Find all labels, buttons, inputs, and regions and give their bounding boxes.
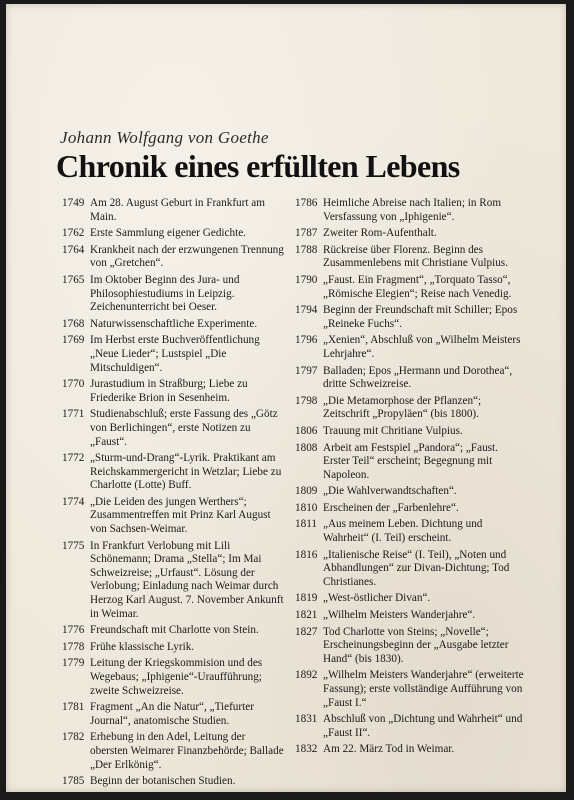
entry-text: „Die Wahlverwandtschaften“. [323,485,457,498]
entry-text: Freundschaft mit Charlotte von Stein. [90,624,259,637]
entry-year: 1797 [295,364,318,377]
chronicle-entry [295,549,527,590]
entry-text: Trauung mit Chritiane Vulpius. [323,424,463,437]
entry-text: Im Herbst erste Buchveröffentlichung „Neue Lieder“; Lustspiel „Die Mitschuldigen“. [90,334,260,374]
chronicle-entry [62,452,284,493]
chronicle-entry [295,592,527,606]
entry-year: 1782 [62,731,85,744]
chronicle-entry [295,244,527,271]
entry-text: Frühe klassische Lyrik. [90,640,195,653]
entry-year: 1827 [295,625,318,638]
entry-year: 1788 [295,243,318,256]
entry-text: Heimliche Abreise nach Italien; in Rom Versfassung von „Iphigenie“. [323,197,502,223]
entry-text: „Die Leiden des jungen Werthers“; Zusammentreffen mit Prinz Karl August von Sachsen-Weimar. [90,495,271,536]
chronicle-entry [295,274,527,301]
entry-year: 1821 [295,609,318,622]
entry-year: 1764 [62,243,85,256]
entry-text: Erscheinen der „Farbenlehre“. [323,501,459,514]
entry-text: „Faust. Ein Fragment“, „Torquato Tasso“, „Römische Elegien“; Reise nach Venedig. [323,273,512,300]
entry-year: 1794 [295,304,318,317]
chronicle-entry [295,425,527,439]
chronicle-entry [62,624,284,638]
entry-year: 1771 [62,408,85,421]
chronicle-entry [295,227,527,241]
entry-year: 1892 [295,669,318,682]
chronicle-entry [62,227,284,241]
entry-year: 1785 [62,775,85,788]
entry-year: 1798 [295,394,318,407]
chronicle-entry [295,669,527,710]
entry-year: 1810 [295,501,318,514]
entry-year: 1831 [295,713,318,726]
entry-text: Zweiter Rom-Aufenthalt. [323,227,437,240]
entry-year: 1749 [62,197,85,209]
chronicle-entry [62,641,284,655]
entry-text: Naturwissenschaftliche Experimente. [90,317,258,330]
chronicle-entry [62,197,284,224]
entry-year: 1781 [62,701,85,714]
chronicle-entry [62,540,284,622]
entry-year: 1768 [62,317,85,330]
chronicle-entry [62,408,284,449]
chronicle-entry [62,731,284,772]
chronicle-entry [295,502,527,516]
chronicle-entry [295,304,527,331]
document-title: Chronik eines erfüllten Lebens [56,148,460,184]
chronicle-entry [62,378,284,405]
chronicle-column-left [62,197,284,792]
entry-year: 1787 [295,227,318,240]
entry-text: Am 28. August Geburt in Frankfurt am Main. [90,197,265,223]
entry-year: 1832 [295,743,318,756]
entry-text: Fragment „An die Natur“, „Tiefurter Journal“, anatomische Studien. [90,701,254,727]
entry-text: Rückreise über Florenz. Beginn des Zusammenlebens mit Christiane Vulpius. [323,243,508,270]
chronicle-entry [62,244,284,271]
chronicle-entry [62,334,284,375]
entry-text: Beginn der Freundschaft mit Schiller; Epos „Reineke Fuchs“. [323,304,518,330]
chronicle-entry [295,442,527,483]
entry-text: In Frankfurt Verlobung mit Lili Schönemann; Drama „Stella“; Im Mai Schweizreise; „Urfaust“. Lösung der Verlobung; Einladung nach Weimar durch Herzog Karl August. 7. November Ankunft in Weimar. [90,539,284,620]
entry-year: 1811 [295,518,317,531]
author-name: Johann Wolfgang von Goethe [60,128,269,147]
entry-text: Arbeit am Festspiel „Pandora“; „Faust. Erster Teil“ erscheint; Begegnung mit Napoleon. [323,441,498,481]
entry-year: 1808 [295,441,318,454]
entry-year: 1819 [295,592,318,605]
chronicle-entry [62,657,284,698]
chronicle-entry [62,775,284,789]
entry-text: Erste Sammlung eigener Gedichte. [90,227,246,240]
chronicle-entry [295,518,527,545]
entry-text: „Xenien“, Abschluß von „Wilhelm Meisters Lehrjahre“. [323,334,521,360]
chronicle-entry [295,609,527,623]
entry-year: 1816 [295,548,318,561]
chronicle-entry [295,485,527,499]
entry-text: Balladen; Epos „Hermann und Dorothea“, dritte Schweizreise. [323,364,513,391]
entry-year: 1778 [62,640,85,653]
chronicle-entry [295,365,527,392]
entry-text: Im Oktober Beginn des Jura- und Philosophiestudiums in Leipzig. Zeichenunterricht bei Oeser. [90,273,240,314]
chronicle-entry [295,713,527,740]
chronicle-entry [62,274,284,315]
entry-text: „Sturm-und-Drang“-Lyrik. Praktikant am Reichskammergericht in Wetzlar; Liebe zu Charlotte (Lotte) Buff. [90,452,282,492]
entry-year: 1774 [62,495,85,508]
entry-text: Tod Charlotte von Steins; „Novelle“; Erscheinungsbeginn der „Ausgabe letzter Hand“ (bis 1830). [323,625,509,665]
entry-text: „Aus meinem Leben. Dichtung und Wahrheit“ (I. Teil) erscheint. [323,518,483,545]
entry-text: Leitung der Kriegskommision und des Wegebaus; „Iphigenie“-Uraufführung; zweite Schweizreise. [90,657,263,697]
entry-text: Beginn der botanischen Studien. [90,775,236,788]
entry-text: Krankheit nach der erzwungenen Trennung von „Gretchen“. [90,243,284,270]
entry-year: 1762 [62,227,85,240]
entry-text: „Die Metamorphose der Pflanzen“; Zeitschrift „Propyläen“ (bis 1800). [323,394,482,421]
entry-text: Abschluß von „Dichtung und Wahrheit“ und „Faust II“. [323,713,523,739]
entry-year: 1769 [62,334,85,347]
entry-year: 1790 [295,273,318,286]
entry-year: 1765 [62,273,85,286]
entry-year: 1776 [62,624,85,637]
entry-text: „West-östlicher Divan“. [323,592,431,605]
entry-year: 1796 [295,334,318,347]
chronicle-entry [295,743,527,757]
chronicle-entry [295,334,527,361]
entry-year: 1809 [295,485,318,498]
entry-year: 1772 [62,452,85,465]
chronicle-column-right [295,197,527,760]
chronicle-entry [295,395,527,422]
entry-text: Erhebung in den Adel, Leitung der obersten Weimarer Finanzbehörde; Ballade „Der Erlkönig“. [90,731,284,771]
entry-text: Am 22. März Tod in Weimar. [323,743,455,756]
entry-year: 1770 [62,378,85,391]
entry-text: „Wilhelm Meisters Wanderjahre“. [323,609,476,622]
entry-text: Jurastudium in Straßburg; Liebe zu Friederike Brion in Sesenheim. [90,378,248,404]
chronicle-entry [295,197,527,224]
entry-text: „Wilhelm Meisters Wanderjahre“ (erweiterte Fassung); erste vollständige Aufführung von „Faust I.“ [323,669,524,709]
entry-year: 1779 [62,657,85,670]
entry-year: 1806 [295,424,318,437]
chronicle-entry [62,701,284,728]
entry-year: 1786 [295,197,318,209]
entry-year: 1775 [62,539,85,552]
chronicle-entry [295,626,527,667]
chronicle-entry [62,318,284,332]
entry-text: Studienabschluß; erste Fassung des „Götz von Berlichingen“, erste Notizen zu „Faust“. [90,408,278,448]
document-page [6,4,566,792]
chronicle-entry [62,496,284,537]
entry-text: „Italienische Reise“ (I. Teil), „Noten und Abhandlungen“ zur Divan-Dichtung; Tod Christianes. [323,548,510,588]
